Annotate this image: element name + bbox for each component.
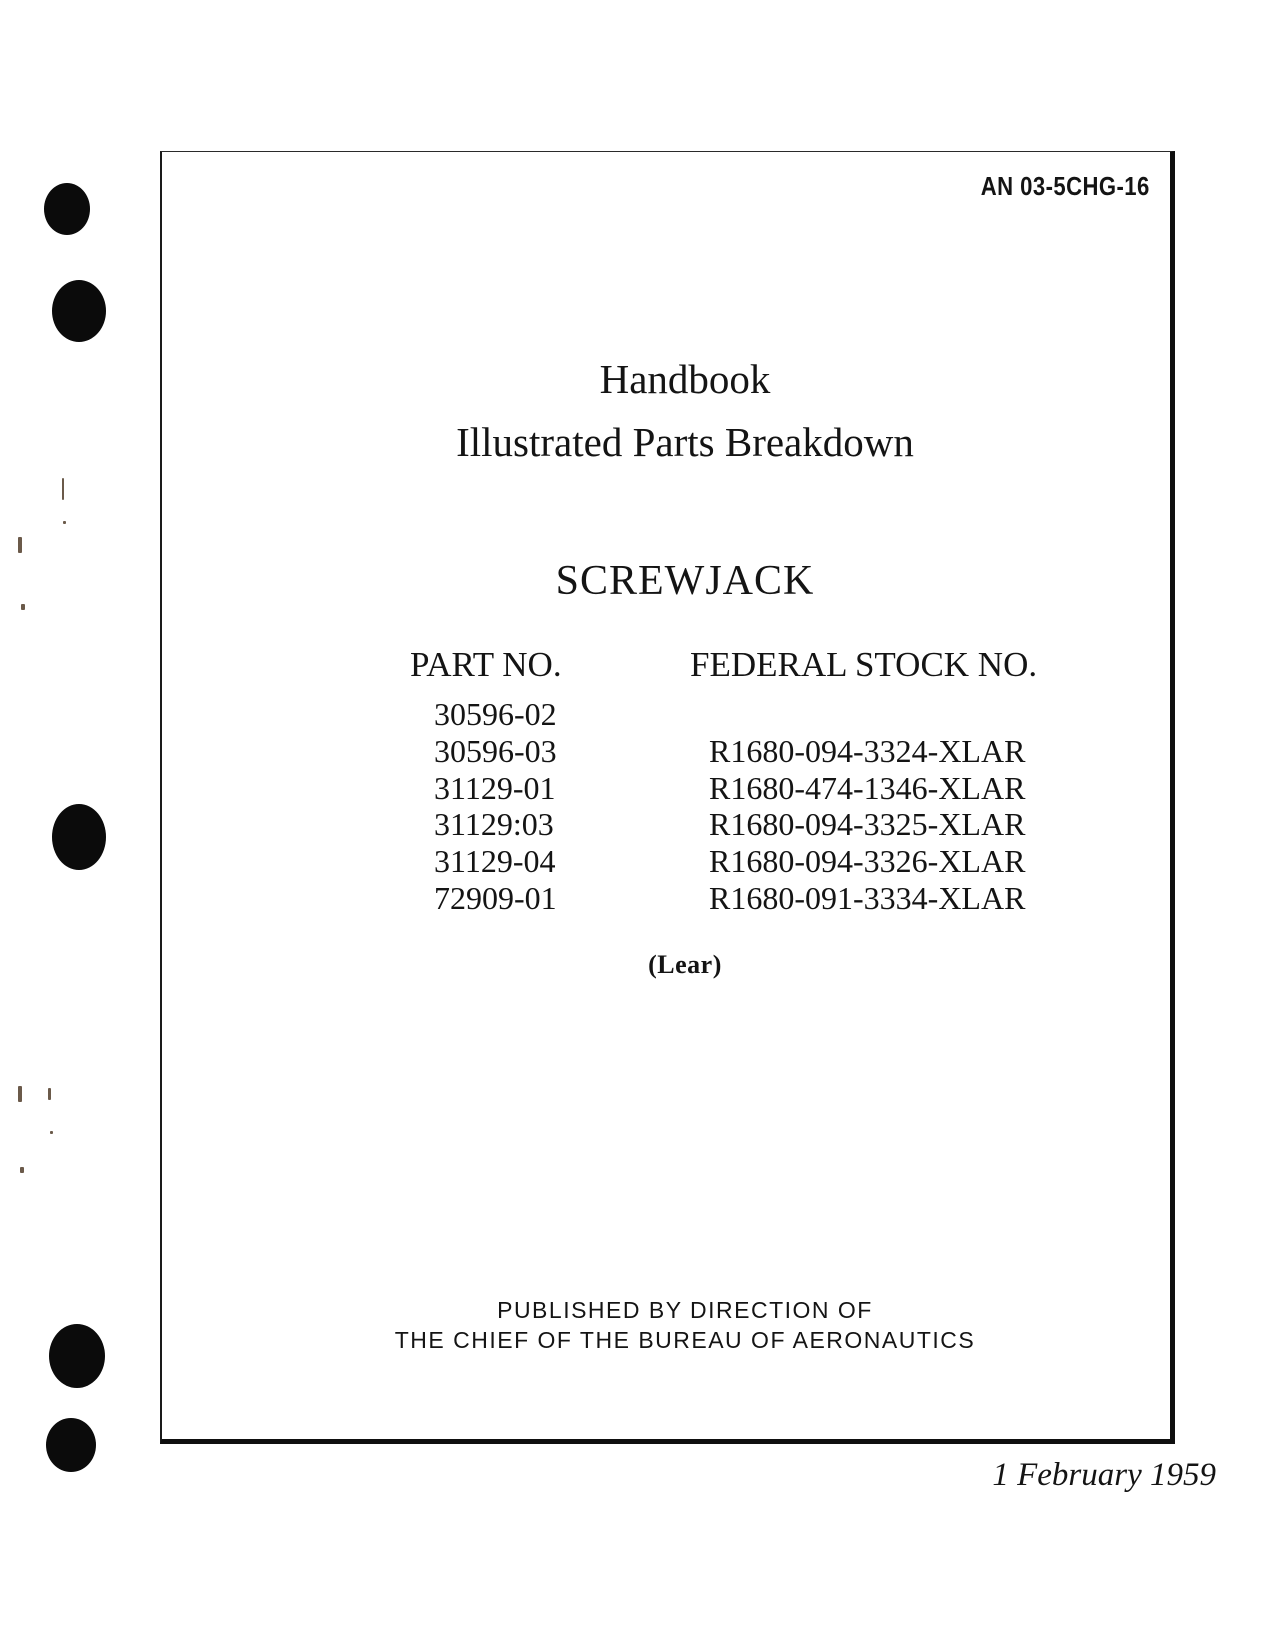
- punch-hole: [52, 280, 106, 342]
- paper-mark: [18, 537, 22, 553]
- parts-list-row: [0, 770, 1278, 807]
- parts-list: [0, 696, 1278, 917]
- issue-date: 1 February 1959: [992, 1457, 1216, 1493]
- parts-list-row: [0, 733, 1278, 770]
- parts-list-row: [0, 843, 1278, 880]
- part-number: 30596-02: [434, 696, 557, 732]
- manufacturer-name: (Lear): [648, 950, 722, 979]
- part-number: 30596-03: [434, 732, 557, 769]
- parts-list-row: [0, 880, 1278, 917]
- paper-mark: [50, 1131, 53, 1134]
- part-number: 31129-01: [434, 769, 556, 806]
- part-number-header: PART NO.: [410, 645, 562, 684]
- part-number: 31129-04: [434, 843, 556, 880]
- handbook-title: Handbook: [599, 356, 771, 402]
- punch-hole: [44, 183, 90, 235]
- paper-mark: [18, 1086, 22, 1102]
- punch-hole: [46, 1418, 96, 1472]
- federal-stock-number: R1680-094-3325-XLAR: [709, 806, 1026, 843]
- part-number: 31129:03: [434, 806, 554, 843]
- paper-mark: [63, 521, 66, 524]
- parts-list-row: [0, 806, 1278, 843]
- federal-stock-number-header: FEDERAL STOCK NO.: [690, 645, 1038, 684]
- publisher-authority: THE CHIEF OF THE BUREAU OF AERONAUTICS: [394, 1327, 976, 1353]
- parts-list-row: [0, 696, 1278, 733]
- paper-mark: [48, 1088, 51, 1100]
- equipment-name: SCREWJACK: [555, 558, 815, 604]
- federal-stock-number: R1680-091-3334-XLAR: [709, 879, 1026, 916]
- handbook-subtitle: Illustrated Parts Breakdown: [456, 419, 914, 465]
- document-number: AN 03-5CHG-16: [981, 171, 1150, 201]
- paper-mark: [20, 1167, 24, 1173]
- paper-mark: [62, 478, 64, 500]
- federal-stock-number: R1680-474-1346-XLAR: [709, 769, 1026, 806]
- part-number: 72909-01: [434, 879, 557, 916]
- federal-stock-number: R1680-094-3326-XLAR: [709, 843, 1026, 880]
- publisher-statement: PUBLISHED BY DIRECTION OF: [497, 1297, 873, 1323]
- federal-stock-number: R1680-094-3324-XLAR: [709, 732, 1026, 769]
